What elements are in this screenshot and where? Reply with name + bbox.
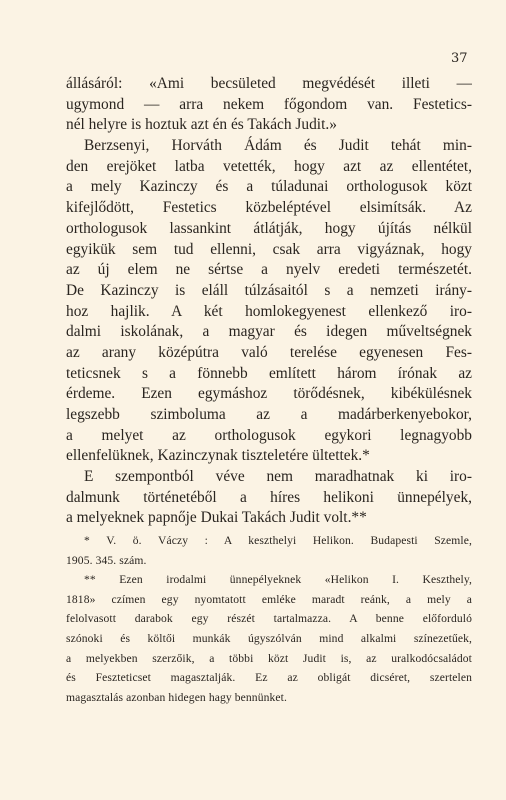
text-line: állásáról: «Ami becsületed megvédését illeti —	[66, 75, 472, 92]
text-line: Berzsenyi, Horváth Ádám és Judit tehát min-	[84, 137, 472, 155]
footnote-line: felolvasott darabok egy részét tartalmazza. A benne előforduló	[66, 612, 472, 626]
text-line: az arany középútra való terelése egyenesen Fes-	[66, 343, 472, 361]
text-line: orthologusok lassankint átlátják, hogy újítás nélkül	[66, 219, 472, 237]
text-line: nél helyre is hoztuk azt én és Takách Judit.»	[66, 116, 337, 134]
text-line: teticsnek s a fönnebb említett három írónak az	[66, 364, 472, 382]
text-line: den erejöket latba vetették, hogy azt az ellentétet,	[66, 157, 472, 175]
text-line: ugymond — arra nekem főgondom van. Festetics-	[66, 95, 472, 113]
footnote-line: 1818» czímen egy nyomtatott emléke maradt reánk, a mely a	[66, 592, 472, 606]
footnote-line: * V. ö. Váczy : A keszthelyi Helikon. Budapesti Szemle,	[84, 534, 472, 547]
footnote-line: magasztalás azonban hidegen hagy bennünket.	[66, 690, 287, 704]
text-line: ellenfelüknek, Kazinczynak tiszteletére ültettek.*	[66, 447, 370, 465]
footnotes	[66, 531, 472, 707]
text-line: dalmunk történetéből a híres helikoni ünnepélyek,	[66, 488, 472, 506]
footnote-line: és Feszteticset magasztalják. Ez az obligát dicséret, szertelen	[66, 671, 472, 685]
footnote-line: szónoki és költői munkák úgyszólván mind alkalmi színezetűek,	[66, 631, 472, 645]
text-line: egyikük sem tud ellenni, csak arra vigyáznak, hogy	[66, 240, 472, 258]
body-text	[66, 74, 472, 529]
text-line: kifejlődött, Festetics közbeléptével elsimítsák. Az	[66, 199, 472, 217]
footnote-line: 1905. 345. szám.	[66, 553, 147, 567]
text-line: De Kazinczy is eláll túlzásaitól s a nemzeti irány-	[66, 281, 472, 299]
text-line: a melyet az orthologusok egykori legnagyobb	[66, 426, 472, 444]
text-line: a melyeknek papnője Dukai Takách Judit volt.**	[66, 509, 367, 527]
page-number: 37	[451, 51, 468, 66]
text-line: hoz hajlik. A két homlokegyenest ellenkező iro-	[66, 302, 472, 320]
text-line: dalmi iskolának, a magyar és idegen műveltségnek	[66, 323, 472, 341]
text-line: legszebb szimboluma az a madárberkenyebokor,	[66, 406, 472, 423]
text-line: a mely Kazinczy és a túladunai orthologusok közt	[66, 178, 472, 196]
text-line: E szempontból véve nem maradhatnak ki iro-	[84, 468, 472, 486]
footnote-line: a melyekben szerzőik, a többi közt Judit is, az uralkodócsaládot	[66, 651, 472, 665]
text-line: az új elem ne sértse a nyelv eredeti természetét.	[66, 261, 472, 279]
text-line: érdeme. Ezen egymáshoz törődésnek, kibékülésnek	[66, 385, 472, 403]
footnote-line: ** Ezen irodalmi ünnepélyeknek «Helikon I. Keszthely,	[84, 573, 472, 587]
